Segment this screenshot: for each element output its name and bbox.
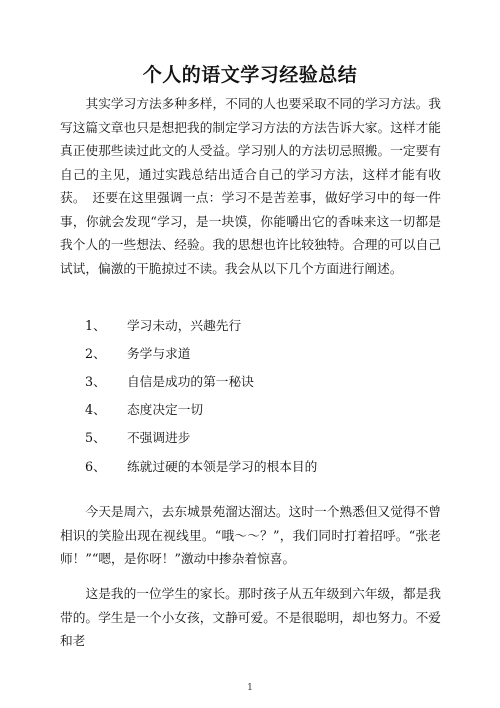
list-item bbox=[85, 459, 317, 475]
list-item-number: 3、 bbox=[85, 374, 106, 389]
list-item-text: 态度决定一切 bbox=[127, 402, 204, 417]
list-item-text: 不强调进步 bbox=[127, 430, 191, 445]
list-item-number: 1、 bbox=[85, 318, 106, 333]
list-item-number: 6、 bbox=[85, 459, 106, 474]
list-item-number: 5、 bbox=[85, 430, 106, 445]
list-item-number: 2、 bbox=[85, 346, 106, 361]
story-paragraph-2: 这是我的一位学生的家长。那时孩子从五年级到六年级，都是我带的。学生是一个小女孩，文静可爱。不是很聪明，却也努力。不爱和老 bbox=[60, 586, 441, 648]
intro-paragraph: 其实学习方法多种多样，不同的人也要采取不同的学习方法。我写这篇文章也只是想把我的制定学习方法的方法告诉大家。这样才能真正使那些读过此文的人受益。学习别人的方法切忌照搬。一定要有自己的主见，通过实践总结出适合自己的学习方法，这样才能有收获。 还要在这里强调一点：学习不是苦差事，做好学习中的每一件事，你就会发现“学习，是一块馍，你能嚼出它的香味来这一切都是我个人的一些想法、经验。我的思想也许比较独特。合理的可以自己试试，偏激的干脆掠过不读。我会从以下几个方面进行阐述。 bbox=[60, 96, 441, 276]
list-item-number: 4、 bbox=[85, 402, 106, 417]
list-item-text: 练就过硬的本领是学习的根本目的 bbox=[127, 459, 318, 474]
page-title: 个人的语文学习经验总结 bbox=[142, 64, 358, 86]
list-item bbox=[85, 374, 254, 390]
list-item-text: 自信是成功的第一秘诀 bbox=[127, 374, 254, 389]
page-number: 1 bbox=[247, 683, 253, 693]
list-item-text: 学习未动，兴趣先行 bbox=[127, 318, 242, 333]
list-item-text: 务学与求道 bbox=[127, 346, 191, 361]
list-item bbox=[85, 402, 203, 418]
list-item bbox=[85, 430, 190, 446]
list-item bbox=[85, 346, 190, 362]
list-item bbox=[85, 318, 241, 334]
story-paragraph-1: 今天是周六，去东城景苑溜达溜达。这时一个熟悉但又觉得不曾相识的笑脸出现在视线里。“哦～～？”，我们同时打着招呼。“张老师！”“嗯，是你呀！”激动中掺杂着惊喜。 bbox=[60, 504, 441, 566]
